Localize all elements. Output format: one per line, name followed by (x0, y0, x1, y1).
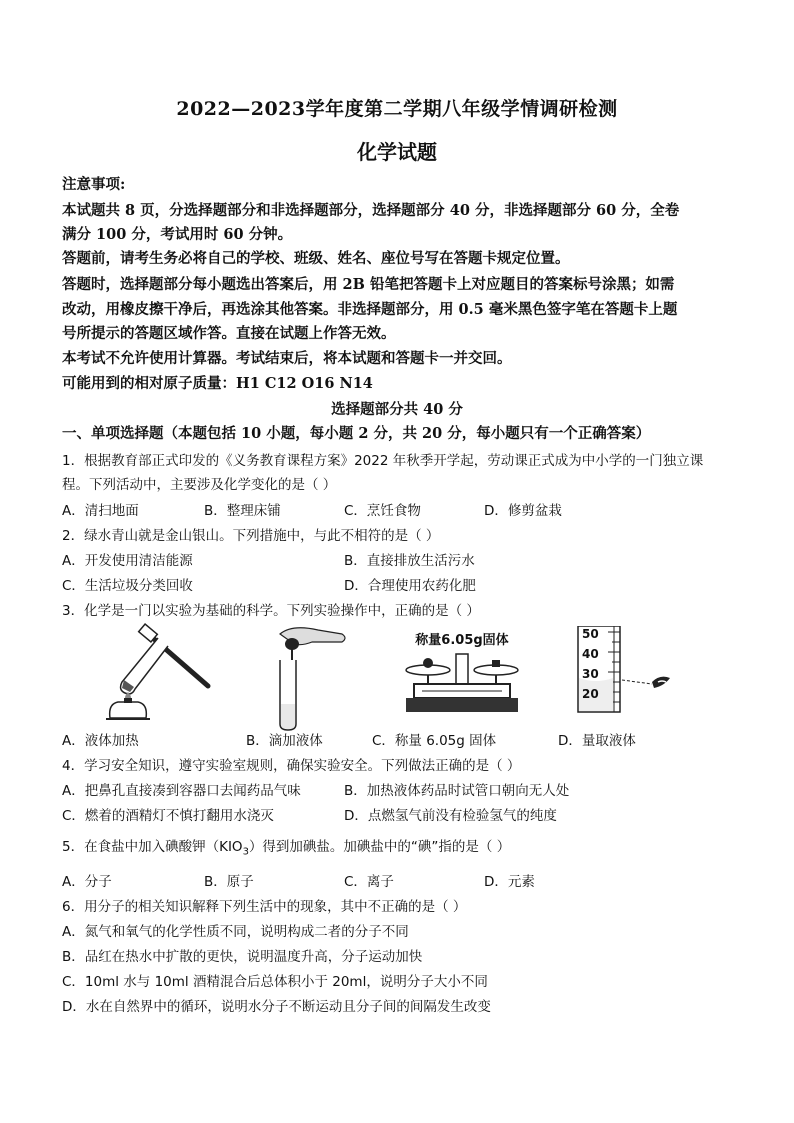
q2-option-a: A．开发使用清洁能源 (62, 553, 193, 569)
q6-option-c: C．10ml 水与 10ml 酒精混合后总体积小于 20ml，说明分子大小不同 (62, 974, 488, 990)
q3-option-a: A．液体加热 (62, 733, 139, 749)
cylinder-tick-label: 50 (582, 627, 599, 641)
q5-stem-sub: 3 (242, 846, 249, 858)
notes-line: 满分 100 分，考试用时 60 分钟。 (62, 226, 293, 243)
q5-stem (62, 835, 736, 858)
balance-caption: 称量6.05g固体 (415, 633, 509, 648)
q3-stem: 3．化学是一门以实验为基础的科学。下列实验操作中，正确的是（ ） (62, 603, 480, 619)
exam-subtitle: 化学试题 (357, 140, 437, 164)
notes-line: 答题前，请考生务必将自己的学校、班级、姓名、座位号写在答题卡规定位置。 (62, 250, 570, 267)
q4-stem: 4．学习安全知识，遵守实验室规则，确保实验安全。下列做法正确的是（ ） (62, 758, 521, 774)
atomic-mass-line: 可能用到的相对原子质量：H1 C12 O16 N14 (62, 375, 373, 392)
notes-line: 号所提示的答题区域作答。直接在试题上作答无效。 (62, 325, 396, 342)
q6-stem: 6．用分子的相关知识解释下列生活中的现象，其中不正确的是（ ） (62, 899, 467, 915)
liquid-heating-figure (88, 620, 218, 725)
q3-option-d: D．量取液体 (558, 733, 636, 749)
q2-option-c: C．生活垃圾分类回收 (62, 578, 193, 594)
cylinder-tick-label: 30 (582, 667, 599, 681)
section-heading: 选择题部分共 40 分 (331, 401, 463, 418)
q2-option-d: D．合理使用农药化肥 (344, 578, 476, 594)
q4-option-b: B．加热液体药品时试管口朝向无人处 (344, 783, 570, 799)
cylinder-tick-label: 40 (582, 647, 599, 661)
q6-option-a: A．氮气和氧气的化学性质不同，说明构成二者的分子不同 (62, 924, 409, 940)
q5-stem-post: ）得到加碘盐。加碘盐中的“碘”指的是（ ） (248, 839, 511, 855)
part1-heading: 一、单项选择题（本题包括 10 小题，每小题 2 分，共 20 分，每小题只有一个正确答案） (62, 425, 651, 442)
q1-option-d: D．修剪盆栽 (484, 503, 562, 519)
notes-line: 答题时，选择题部分每小题选出答案后，用 2B 铅笔把答题卡上对应题目的答案标号涂黑；如需 (62, 276, 675, 293)
graduated-cylinder-figure (574, 626, 694, 714)
q2-option-b: B．直接排放生活污水 (344, 553, 475, 569)
q3-option-c: C．称量 6.05g 固体 (372, 733, 497, 749)
q1-option-b: B．整理床铺 (204, 503, 281, 519)
notes-line: 本考试不允许使用计算器。考试结束后，将本试题和答题卡一并交回。 (62, 350, 512, 367)
q6-option-d: D．水在自然界中的循环，说明水分子不断运动且分子间的间隔发生改变 (62, 999, 491, 1015)
notes-line: 改动，用橡皮擦干净后，再选涂其他答案。非选择题部分，用 0.5 毫米黑色签字笔在答题卡上题 (62, 301, 678, 318)
q1-option-a: A．清扫地面 (62, 503, 139, 519)
q2-stem: 2．绿水青山就是金山银山。下列措施中，与此不相符的是（ ） (62, 528, 440, 544)
q5-option-b: B．原子 (204, 874, 254, 890)
q1-option-c: C．烹饪食物 (344, 503, 421, 519)
q1-stem-line2: 程。下列活动中，主要涉及化学变化的是（ ） (62, 477, 337, 493)
q4-option-c: C．燃着的酒精灯不慎打翻用水浇灭 (62, 808, 274, 824)
balance-figure (392, 630, 532, 720)
q4-option-a: A．把鼻孔直接凑到容器口去闻药品气味 (62, 783, 301, 799)
notes-line: 本试题共 8 页，分选择题部分和非选择题部分，选择题部分 40 分，非选择题部分 60 分，全卷 (62, 202, 680, 219)
dropping-liquid-figure (262, 620, 362, 732)
q4-option-d: D．点燃氢气前没有检验氢气的纯度 (344, 808, 557, 824)
exam-title: 2022—2023学年度第二学期八年级学情调研检测 (176, 98, 618, 120)
q5-option-a: A．分子 (62, 874, 112, 890)
notes-heading: 注意事项: (62, 176, 126, 193)
q5-option-c: C．离子 (344, 874, 394, 890)
q1-stem-line1: 1．根据教育部正式印发的《义务教育课程方案》2022 年秋季开学起，劳动课正式成为中小学的一门独立课 (62, 453, 704, 469)
q5-option-d: D．元素 (484, 874, 535, 890)
q6-option-b: B．品红在热水中扩散的更快，说明温度升高，分子运动加快 (62, 949, 423, 965)
cylinder-tick-label: 20 (582, 687, 599, 701)
q3-option-b: B．滴加液体 (246, 733, 323, 749)
q5-stem-pre: 5．在食盐中加入碘酸钾（KIO (62, 839, 243, 855)
